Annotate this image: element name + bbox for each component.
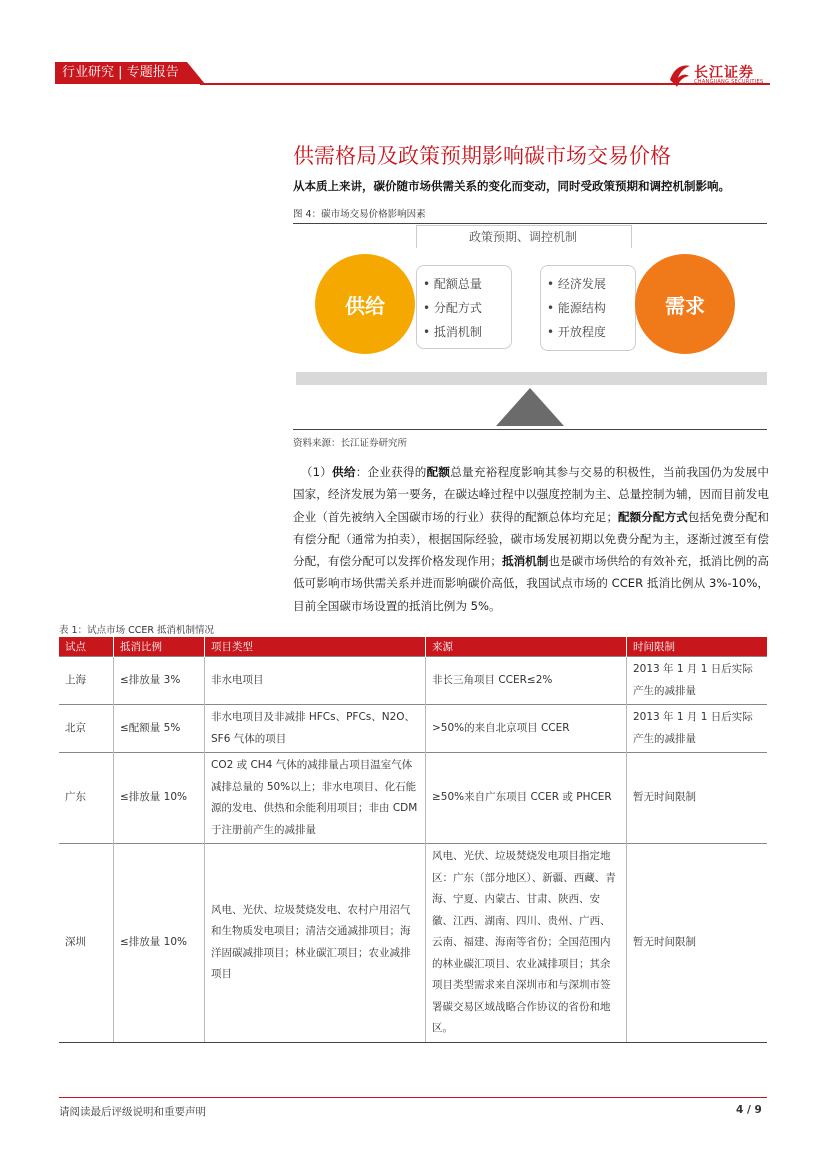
ccer-offset-table xyxy=(59,637,767,1043)
table-cell: 暂无时间限制 xyxy=(627,844,768,1043)
demand-factor: • 经济发展 xyxy=(547,277,606,291)
header-separator: | xyxy=(118,65,123,80)
table-cell: 广东 xyxy=(59,753,114,844)
figure-source: 资料来源：长江证券研究所 xyxy=(293,438,408,449)
lead-sentence: 从本质上来讲，碳价随市场供需关系的变化而变动，同时受政策预期和调控机制影响。 xyxy=(293,179,730,193)
header-breadcrumb xyxy=(62,64,179,82)
supply-factor: • 抵消机制 xyxy=(423,325,482,339)
table-cell: ≤排放量 10% xyxy=(114,844,205,1043)
para-term-supply: 供给 xyxy=(332,465,356,479)
footer-disclaimer: 请阅读最后评级说明和重要声明 xyxy=(59,1106,206,1118)
para-term-offset: 抵消机制 xyxy=(501,554,549,569)
table-row xyxy=(59,844,767,1043)
table-cell: 风电、光伏、垃圾焚烧发电项目指定地区：广东（部分地区）、新疆、西藏、青海、宁夏、内蒙古、甘肃、陕西、安徽、江西、湖南、四川、贵州、广西、云南、福建、海南等省份；全国范围内的林业碳汇项目、农业减排项目；其余项目类型需求来自深圳市和与深圳市签署碳交易区域战略合作协议的省份和地区。 xyxy=(426,844,627,1043)
para-text: 也是碳市场供给的有效补充，抵消比例的高低可影响市场供需关系并进而影响碳价高低，我国试点市场的 CCER 抵消比例从 3%-10%，目前全国碳市场设置的抵消比例为 5%。 xyxy=(293,554,769,613)
table-row xyxy=(59,753,767,844)
table-header-cell: 来源 xyxy=(426,637,627,657)
para-term-quota: 配额 xyxy=(426,465,451,479)
figure-bottom-rule xyxy=(293,429,767,430)
header-category: 专题报告 xyxy=(126,65,179,80)
table-cell: 2013 年 1 月 1 日后实际产生的减排量 xyxy=(627,657,768,705)
table-header-cell: 抵消比例 xyxy=(114,637,205,657)
table-cell: 非水电项目 xyxy=(205,657,426,705)
page-number: 4 / 9 xyxy=(736,1104,762,1116)
balance-pivot xyxy=(496,388,564,426)
table-cell: >50%的来自北京项目 CCER xyxy=(426,705,627,753)
table-cell: 非长三角项目 CCER≤2% xyxy=(426,657,627,705)
balance-beam xyxy=(296,372,767,385)
logo-text-cn: 长江证券 xyxy=(694,65,754,81)
para-text: 总量充裕程度影响其参与交易的积极性，当前我国仍为发展中国家，经济发展为第一要务，在碳达峰过程中以强度控制为主、总量控制为辅，因而目前发电企业（首先被纳入全国碳市场的行业）获得的配额总体均充足； xyxy=(293,465,769,524)
para-index: （1） xyxy=(300,465,333,479)
table-cell: 2013 年 1 月 1 日后实际产生的减排量 xyxy=(627,705,768,753)
table-cell: 非水电项目及非减排 HFCs、PFCs、N2O、SF6 气体的项目 xyxy=(205,705,426,753)
table-cell: CO2 或 CH4 气体的减排量占项目温室气体减排总量的 50%以上；非水电项目、化石能源的发电、供热和余能利用项目；非由 CDM 于注册前产生的减排量 xyxy=(205,753,426,844)
figure-caption: 图 4：碳市场交易价格影响因素 xyxy=(293,206,767,224)
demand-factor: • 开放程度 xyxy=(547,325,606,339)
logo-text-en: CHANGJIANG SECURITIES xyxy=(694,79,764,85)
table-cell: 风电、光伏、垃圾焚烧发电、农村户用沼气和生物质发电项目；清洁交通减排项目；海洋固碳减排项目；林业碳汇项目；农业减排项目 xyxy=(205,844,426,1043)
table-cell: ≤排放量 3% xyxy=(114,657,205,705)
table-cell: 暂无时间限制 xyxy=(627,753,768,844)
body-paragraph xyxy=(293,461,769,617)
demand-factors-box xyxy=(540,265,636,351)
header-section: 行业研究 xyxy=(62,65,115,80)
supply-factor: • 配额总量 xyxy=(423,277,482,291)
table-cell: ≤配额量 5% xyxy=(114,705,205,753)
table-header-cell: 试点 xyxy=(59,637,114,657)
table-header-cell: 时间限制 xyxy=(627,637,768,657)
demand-factor: • 能源结构 xyxy=(547,301,606,315)
table-row xyxy=(59,657,767,705)
table-header-row xyxy=(59,637,767,657)
para-term-allocation: 配额分配方式 xyxy=(618,509,688,524)
logo-bird-icon xyxy=(668,62,692,88)
para-text: ：企业获得的 xyxy=(355,465,427,479)
supply-factor: • 分配方式 xyxy=(423,301,482,315)
table-cell: 深圳 xyxy=(59,844,114,1043)
footer-rule xyxy=(59,1097,767,1098)
demand-circle: 需求 xyxy=(635,254,735,354)
company-logo xyxy=(668,62,778,90)
table-cell: 上海 xyxy=(59,657,114,705)
supply-factors-box xyxy=(416,265,512,349)
table-cell: ≤排放量 10% xyxy=(114,753,205,844)
table-cell: 北京 xyxy=(59,705,114,753)
table-cell: ≥50%来自广东项目 CCER 或 PHCER xyxy=(426,753,627,844)
table-row xyxy=(59,705,767,753)
section-title: 供需格局及政策预期影响碳市场交易价格 xyxy=(293,144,671,168)
table-header-cell: 项目类型 xyxy=(205,637,426,657)
supply-circle: 供给 xyxy=(315,254,415,354)
policy-label: 政策预期、调控机制 xyxy=(468,230,577,244)
table-caption: 表 1：试点市场 CCER 抵消机制情况 xyxy=(59,625,214,636)
para-text: 包括免费分配和有偿分配（通常为拍卖），根据国际经验，碳市场发展初期以免费分配为主，逐渐过渡至有偿分配，有偿分配可以发挥价格发现作用； xyxy=(293,509,769,569)
